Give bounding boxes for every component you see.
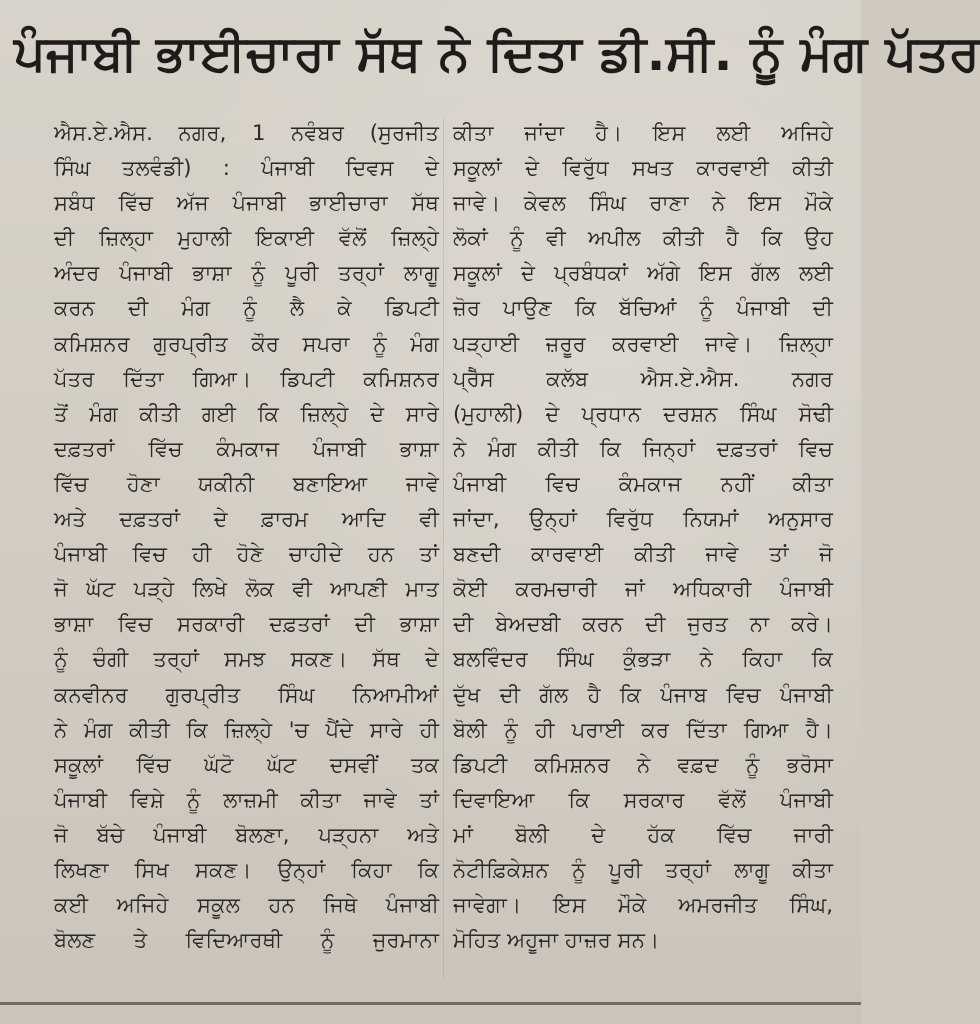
text-line: ਸਬੰਧ ਵਿੱਚ ਅੱਜ ਪੰਜਾਬੀ ਭਾਈਚਾਰਾ ਸੱਥ <box>54 190 439 216</box>
text-line: ਕੀਤਾ ਜਾਂਦਾ ਹੈ। ਇਸ ਲਈ ਅਜਿਹੇ <box>453 120 833 145</box>
text-line: ਭਾਸ਼ਾ ਵਿਚ ਸਰਕਾਰੀ ਦਫ਼ਤਰਾਂ ਦੀ ਭਾਸ਼ਾ <box>54 611 439 637</box>
text-line: ਪੰਜਾਬੀ ਵਿਚ ਕੰਮਕਾਜ ਨਹੀਂ ਕੀਤਾ <box>453 470 833 496</box>
text-line: ਕਈ ਅਜਿਹੇ ਸਕੂਲ ਹਨ ਜਿਥੇ ਪੰਜਾਬੀ <box>54 892 439 918</box>
headline: ਪੰਜਾਬੀ ਭਾਈਚਾਰਾ ਸੱਥ ਨੇ ਦਿਤਾ ਡੀ.ਸੀ. ਨੂੰ ਮੰਗ ਪੱਤਰ <box>14 25 980 82</box>
text-line: ਦੁੱਖ ਦੀ ਗੱਲ ਹੈ ਕਿ ਪੰਜਾਬ ਵਿਚ ਪੰਜਾਬੀ <box>453 681 833 707</box>
text-line: ਜ਼ੋਰ ਪਾਉਣ ਕਿ ਬੱਚਿਆਂ ਨੂੰ ਪੰਜਾਬੀ ਦੀ <box>453 295 833 321</box>
text-line: (ਮੁਹਾਲੀ) ਦੇ ਪ੍ਰਧਾਨ ਦਰਸ਼ਨ ਸਿੰਘ ਸੋਢੀ <box>453 400 833 426</box>
text-line: ਨੇ ਮੰਗ ਕੀਤੀ ਕਿ ਜਿਨ੍ਹਾਂ ਦਫ਼ਤਰਾਂ ਵਿਚ <box>453 435 833 461</box>
text-line: ਸਕੂਲਾਂ ਵਿੱਚ ਘੱਟੋ ਘੱਟ ਦਸਵੀਂ ਤਕ <box>54 751 439 777</box>
text-line: ਨੂੰ ਚੰਗੀ ਤਰ੍ਹਾਂ ਸਮਝ ਸਕਣ। ਸੱਥ ਦੇ <box>54 646 439 672</box>
text-line: ਬੋਲਣ ਤੇ ਵਿਦਿਆਰਥੀ ਨੂੰ ਜੁਰਮਾਨਾ <box>54 927 439 953</box>
page-bottom-rule <box>0 1002 861 1005</box>
text-line: ਨੋਟੀਫ਼ਿਕੇਸ਼ਨ ਨੂੰ ਪੂਰੀ ਤਰ੍ਹਾਂ ਲਾਗੂ ਕੀਤਾ <box>453 856 833 882</box>
text-line: ਪੱਤਰ ਦਿੱਤਾ ਗਿਆ। ਡਿਪਟੀ ਕਮਿਸ਼ਨਰ <box>54 365 439 391</box>
text-line: ਪ੍ਰੈੱਸ ਕਲੱਬ ਐਸ.ਏ.ਐਸ. ਨਗਰ <box>453 365 833 391</box>
text-line: ਵਿੱਚ ਹੋਣਾ ਯਕੀਨੀ ਬਣਾਇਆ ਜਾਵੇ <box>54 470 439 496</box>
text-line: ਕੋਈ ਕਰਮਚਾਰੀ ਜਾਂ ਅਧਿਕਾਰੀ ਪੰਜਾਬੀ <box>453 576 833 602</box>
text-line: ਪੰਜਾਬੀ ਵਿਸ਼ੇ ਨੂੰ ਲਾਜ਼ਮੀ ਕੀਤਾ ਜਾਵੇ ਤਾਂ <box>54 786 439 812</box>
text-line: ਜਾਂਦਾ, ਉਨ੍ਹਾਂ ਵਿਰੁੱਧ ਨਿਯਮਾਂ ਅਨੁਸਾਰ <box>453 506 833 532</box>
text-line: ਐਸ.ਏ.ਐਸ. ਨਗਰ, 1 ਨਵੰਬਰ (ਸੁਰਜੀਤ <box>54 120 439 145</box>
text-line: ਦੀ ਬੇਅਦਬੀ ਕਰਨ ਦੀ ਜੁਰਤ ਨਾ ਕਰੇ। <box>453 611 833 637</box>
text-line: ਜਾਵੇ। ਕੇਵਲ ਸਿੰਘ ਰਾਣਾ ਨੇ ਇਸ ਮੌਕੇ <box>453 190 833 216</box>
text-line: ਦਫ਼ਤਰਾਂ ਵਿੱਚ ਕੰਮਕਾਜ ਪੰਜਾਬੀ ਭਾਸ਼ਾ <box>54 435 439 461</box>
text-line: ਪੜ੍ਹਾਈ ਜ਼ਰੂਰ ਕਰਵਾਈ ਜਾਵੇ। ਜ਼ਿਲ੍ਹਾ <box>453 330 833 356</box>
text-line: ਜਾਵੇਗਾ। ਇਸ ਮੌਕੇ ਅਮਰਜੀਤ ਸਿੰਘ, <box>453 892 833 918</box>
article-column-right <box>453 115 833 995</box>
text-line: ਲਿਖਣਾ ਸਿਖ ਸਕਣ। ਉਨ੍ਹਾਂ ਕਿਹਾ ਕਿ <box>54 856 439 882</box>
text-line: ਸਕੂਲਾਂ ਦੇ ਪ੍ਰਬੰਧਕਾਂ ਅੱਗੇ ਇਸ ਗੱਲ ਲਈ <box>453 260 833 286</box>
text-line: ਕਮਿਸ਼ਨਰ ਗੁਰਪ੍ਰੀਤ ਕੌਰ ਸਪਰਾ ਨੂੰ ਮੰਗ <box>54 330 439 356</box>
text-line: ਸਿੰਘ ਤਲਵੰਡੀ) : ਪੰਜਾਬੀ ਦਿਵਸ ਦੇ <box>54 155 439 181</box>
text-line: ਕਨਵੀਨਰ ਗੁਰਪ੍ਰੀਤ ਸਿੰਘ ਨਿਆਮੀਆਂ <box>54 681 439 707</box>
text-line: ਅਤੇ ਦਫ਼ਤਰਾਂ ਦੇ ਫ਼ਾਰਮ ਆਦਿ ਵੀ <box>54 506 439 532</box>
text-line: ਕਰਨ ਦੀ ਮੰਗ ਨੂੰ ਲੈ ਕੇ ਡਿਪਟੀ <box>54 295 439 321</box>
text-line: ਦਿਵਾਇਆ ਕਿ ਸਰਕਾਰ ਵੱਲੋਂ ਪੰਜਾਬੀ <box>453 786 833 812</box>
text-line: ਸਕੂਲਾਂ ਦੇ ਵਿਰੁੱਧ ਸਖਤ ਕਾਰਵਾਈ ਕੀਤੀ <box>453 155 833 181</box>
column-divider <box>443 118 444 978</box>
text-line: ਦੀ ਜ਼ਿਲ੍ਹਾ ਮੁਹਾਲੀ ਇਕਾਈ ਵੱਲੋਂ ਜ਼ਿਲ੍ਹੇ <box>54 225 439 251</box>
text-line: ਤੋਂ ਮੰਗ ਕੀਤੀ ਗਈ ਕਿ ਜ਼ਿਲ੍ਹੇ ਦੇ ਸਾਰੇ <box>54 400 439 426</box>
text-line: ਅੰਦਰ ਪੰਜਾਬੀ ਭਾਸ਼ਾ ਨੂੰ ਪੂਰੀ ਤਰ੍ਹਾਂ ਲਾਗੂ <box>54 260 439 286</box>
text-line: ਮੋਹਿਤ ਅਹੂਜਾ ਹਾਜ਼ਰ ਸਨ। <box>453 927 660 953</box>
text-line: ਬਣਦੀ ਕਾਰਵਾਈ ਕੀਤੀ ਜਾਵੇ ਤਾਂ ਜੋ <box>453 541 833 567</box>
text-line: ਮਾਂ ਬੋਲੀ ਦੇ ਹੱਕ ਵਿੱਚ ਜਾਰੀ <box>453 821 833 847</box>
text-line: ਜੋ ਘੱਟ ਪੜ੍ਹੇ ਲਿਖੇ ਲੋਕ ਵੀ ਆਪਣੀ ਮਾਤ <box>54 576 439 602</box>
text-line: ਡਿਪਟੀ ਕਮਿਸ਼ਨਰ ਨੇ ਵਫ਼ਦ ਨੂੰ ਭਰੋਸਾ <box>453 751 833 777</box>
text-line: ਲੋਕਾਂ ਨੂੰ ਵੀ ਅਪੀਲ ਕੀਤੀ ਹੈ ਕਿ ਉਹ <box>453 225 833 251</box>
article-column-left <box>54 115 439 995</box>
text-line: ਬੋਲੀ ਨੂੰ ਹੀ ਪਰਾਈ ਕਰ ਦਿੱਤਾ ਗਿਆ ਹੈ। <box>453 716 833 742</box>
text-line: ਜੋ ਬੱਚੇ ਪੰਜਾਬੀ ਬੋਲਣਾ, ਪੜ੍ਹਨਾ ਅਤੇ <box>54 821 439 847</box>
text-line: ਨੇ ਮੰਗ ਕੀਤੀ ਕਿ ਜ਼ਿਲ੍ਹੇ 'ਚ ਪੈਂਦੇ ਸਾਰੇ ਹੀ <box>54 716 439 742</box>
text-line: ਪੰਜਾਬੀ ਵਿਚ ਹੀ ਹੋਣੇ ਚਾਹੀਦੇ ਹਨ ਤਾਂ <box>54 541 439 567</box>
text-line: ਬਲਵਿੰਦਰ ਸਿੰਘ ਕੁੰਭੜਾ ਨੇ ਕਿਹਾ ਕਿ <box>453 646 833 672</box>
